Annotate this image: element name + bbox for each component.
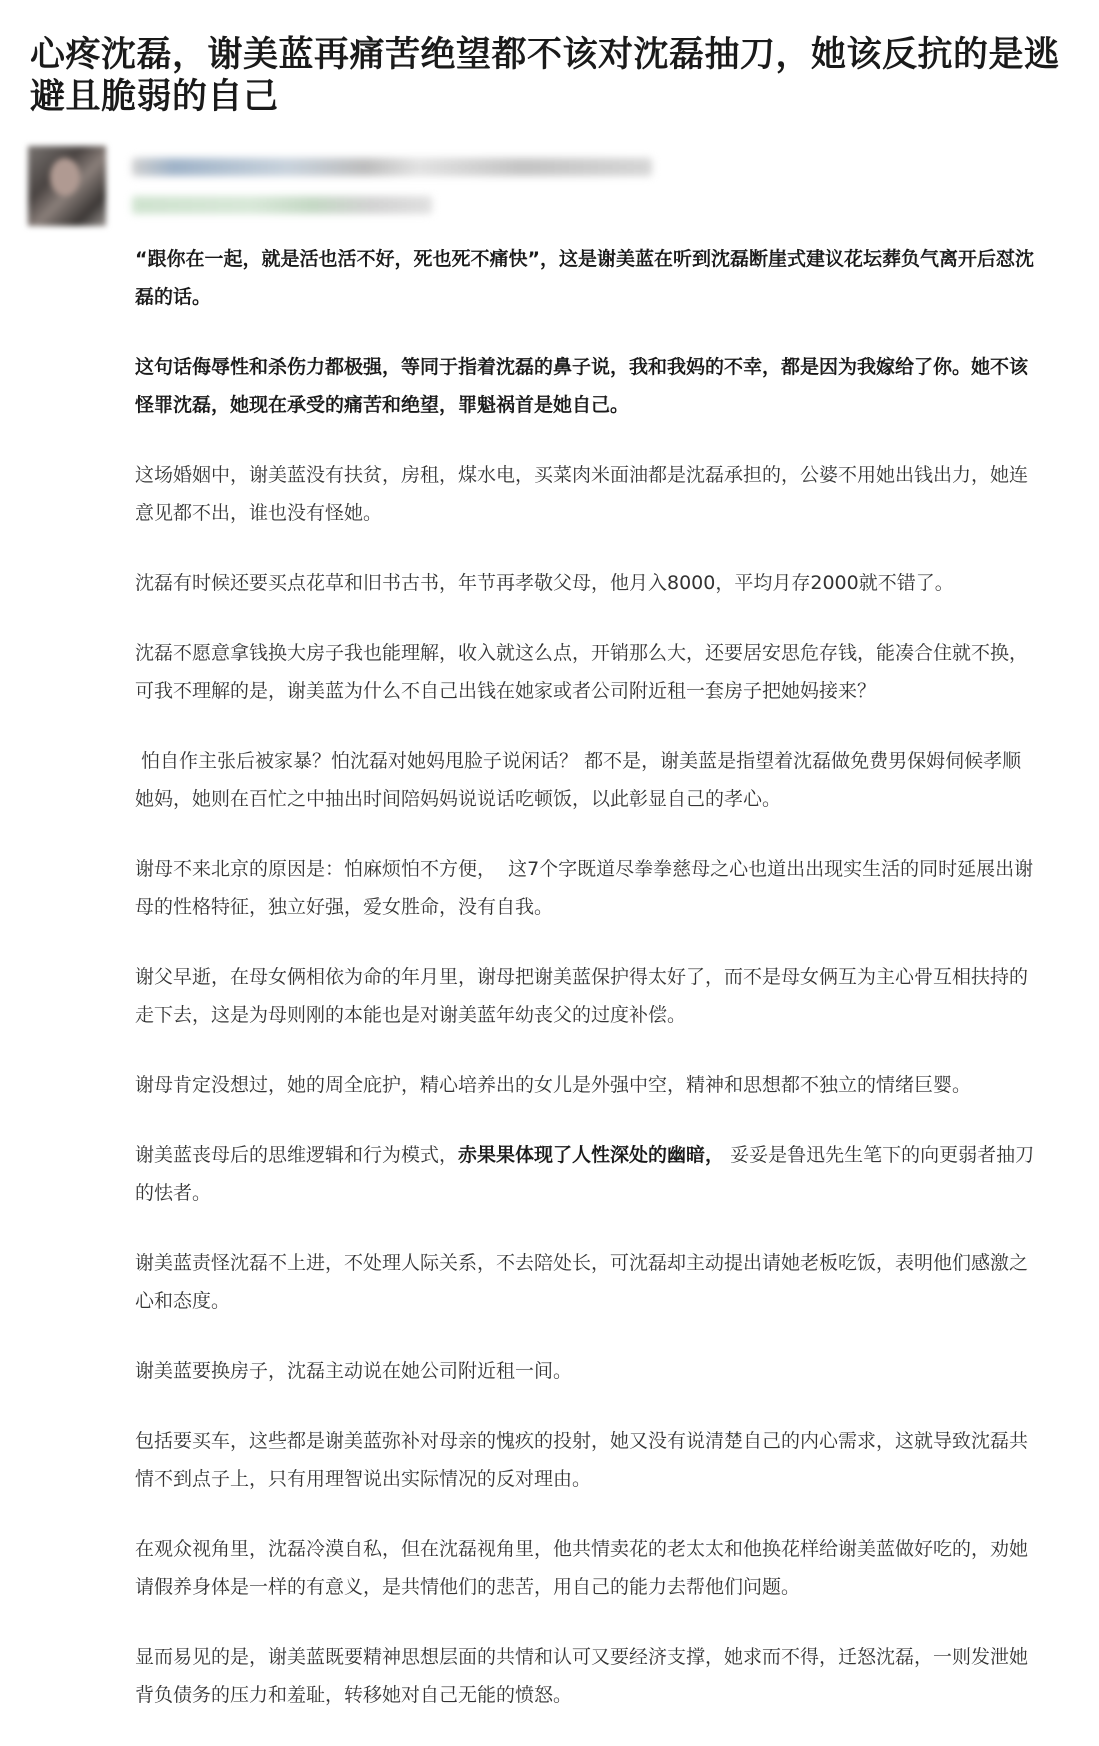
paragraph: 沈磊有时候还要买点花草和旧书古书，年节再孝敬父母，他月入8000，平均月存2000就不错了。 [135,572,954,594]
paragraph: 怕自作主张后被家暴？怕沈磊对她妈甩脸子说闲话？ 都不是，谢美蓝是指望着沈磊做免费男保姆伺候孝顺她妈，她则在百忙之中抽出时间陪妈妈说说话吃顿饭，以此彰显自己的孝心。 [135,750,1022,810]
avatar-face [50,158,80,196]
paragraph: 显而易见的是，谢美蓝既要精神思想层面的共情和认可又要经济支撑，她求而不得，迁怒沈磊，一则发泄她背负债务的压力和羞耻，转移她对自己无能的愤怒。 [135,1646,1029,1706]
author-avatar[interactable] [28,146,106,226]
paragraph: 包括要买车，这些都是谢美蓝弥补对母亲的愧疚的投射，她又没有说清楚自己的内心需求，这就导致沈磊共情不到点子上，只有用理智说出实际情况的反对理由。 [135,1430,1029,1490]
paragraph: 谢美蓝责怪沈磊不上进，不处理人际关系，不去陪处长，可沈磊却主动提出请她老板吃饭，表明他们感激之心和态度。 [135,1252,1029,1312]
paragraph-text: 谢美蓝丧母后的思维逻辑和行为模式， [135,1144,459,1166]
paragraph-with-emphasis [135,1136,1040,1212]
article-body [135,240,1040,1746]
emphasis-text: 赤果果体现了人性深处的幽暗， [458,1144,725,1166]
paragraph: 谢母不来北京的原因是：怕麻烦怕不方便， 这7个字既道尽拳拳慈母之心也道出出现实生活的同时延展出谢母的性格特征，独立好强，爱女胜命，没有自我。 [135,858,1034,918]
paragraph-text: 妥妥是鲁迅先生笔下的向更弱者抽刀的怯者。 [135,1144,1035,1204]
paragraph: 谢美蓝要换房子，沈磊主动说在她公司附近租一间。 [135,1360,573,1382]
paragraph: 这句话侮辱性和杀伤力都极强，等同于指着沈磊的鼻子说，我和我妈的不幸，都是因为我嫁给了你。她不该怪罪沈磊，她现在承受的痛苦和绝望，罪魁祸首是她自己。 [135,356,1029,416]
paragraph: “跟你在一起，就是活也活不好，死也死不痛快”，这是谢美蓝在听到沈磊断崖式建议花坛葬负气离开后怼沈磊的话。 [135,248,1034,308]
author-name-redacted [132,158,652,176]
paragraph: 沈磊不愿意拿钱换大房子我也能理解，收入就这么点，开销那么大，还要居安思危存钱，能凑合住就不换，可我不理解的是，谢美蓝为什么不自己出钱在她家或者公司附近租一套房子把她妈接来？ [135,642,1029,702]
paragraph: 谢母肯定没想过，她的周全庇护，精心培养出的女儿是外强中空，精神和思想都不独立的情绪巨婴。 [135,1074,972,1096]
paragraph: 在观众视角里，沈磊冷漠自私，但在沈磊视角里，他共情卖花的老太太和他换花样给谢美蓝做好吃的，劝她请假养身体是一样的有意义，是共情他们的悲苦，用自己的能力去帮他们问题。 [135,1538,1029,1598]
paragraph: 谢父早逝，在母女俩相依为命的年月里，谢母把谢美蓝保护得太好了，而不是母女俩互为主心骨互相扶持的走下去，这是为母则刚的本能也是对谢美蓝年幼丧父的过度补偿。 [135,966,1029,1026]
author-info [28,146,728,230]
paragraph: 这场婚姻中，谢美蓝没有扶贫，房租，煤水电，买菜肉米面油都是沈磊承担的，公婆不用她出钱出力，她连意见都不出，谁也没有怪她。 [135,464,1029,524]
publish-info-redacted [132,196,432,214]
article-title: 心疼沈磊，谢美蓝再痛苦绝望都不该对沈磊抽刀，她该反抗的是逃避且脆弱的自己 [30,35,1060,117]
